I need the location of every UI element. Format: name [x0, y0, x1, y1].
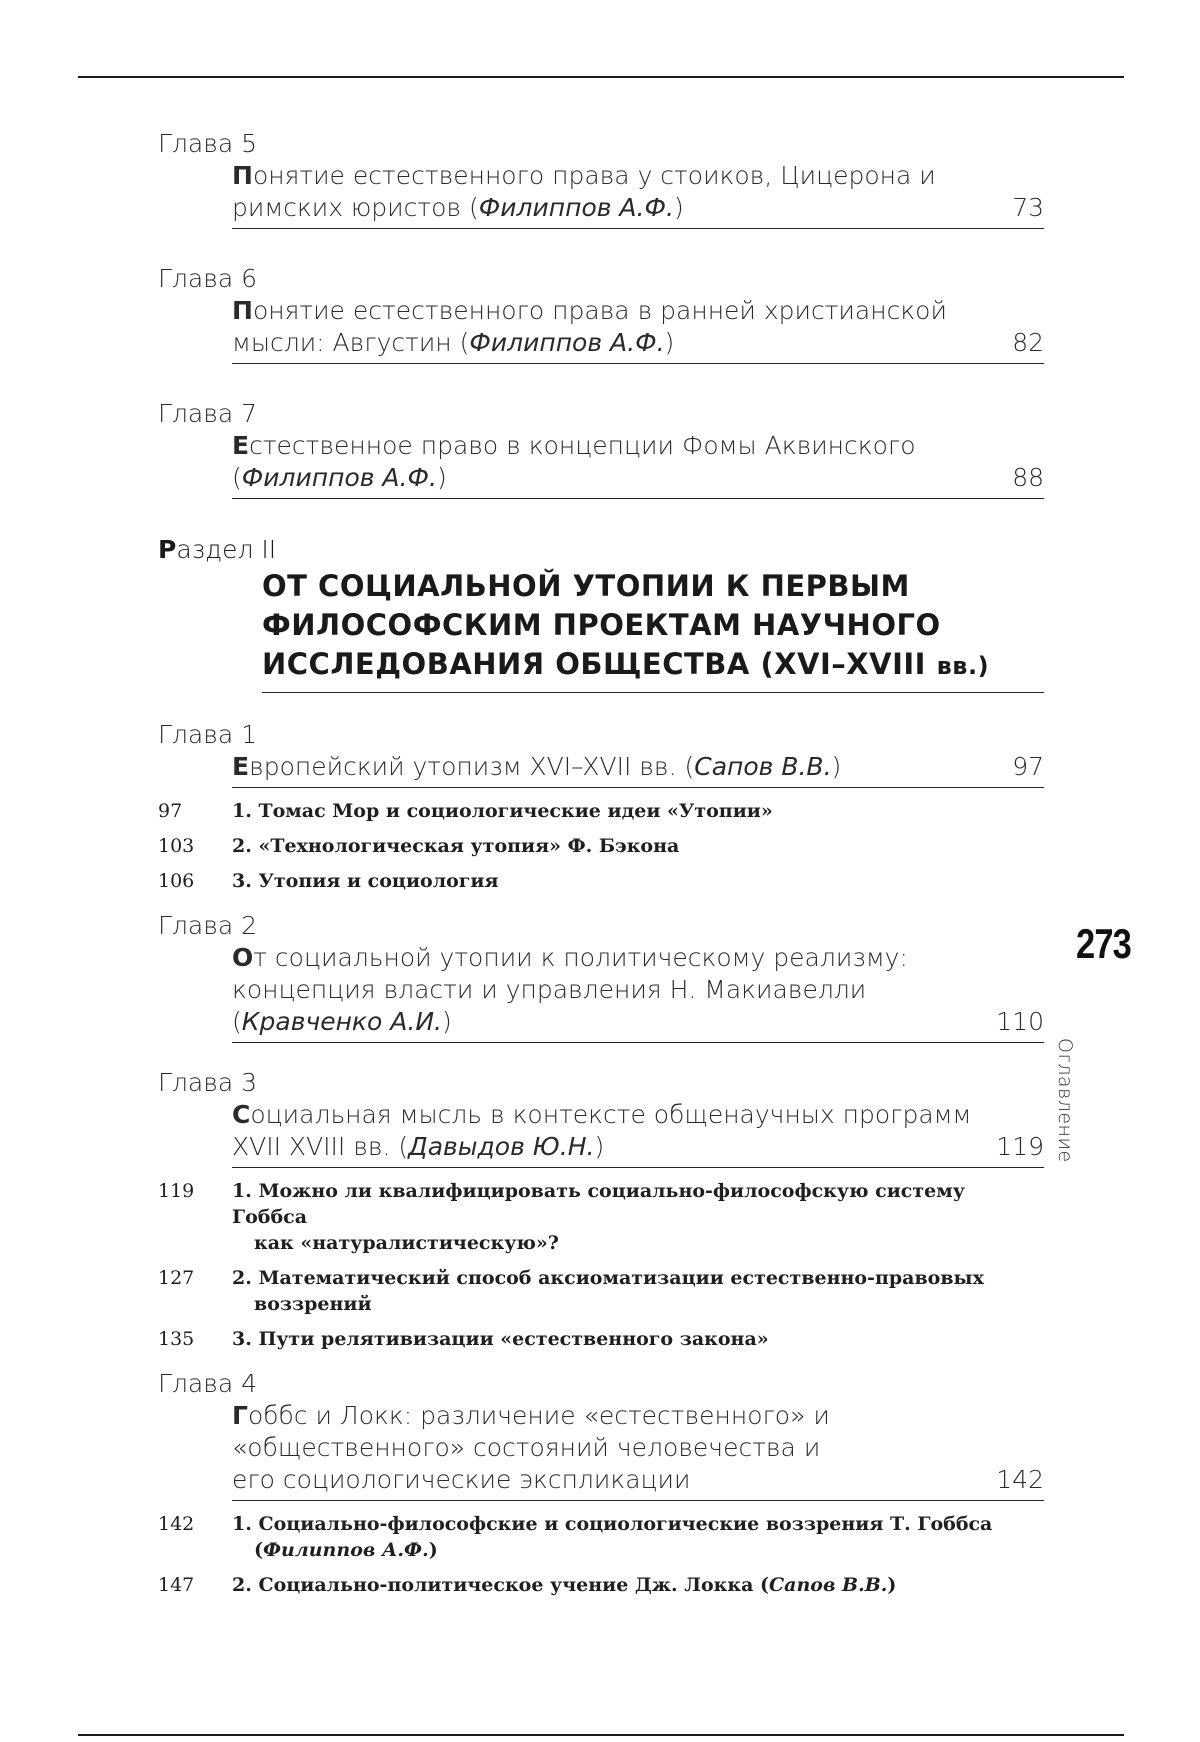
chapter-author: Сапов В.В.: [694, 752, 832, 781]
subsection-title: 2. Социально-политическое учение Дж. Локка (Сапов В.В.): [232, 1574, 897, 1596]
subsection-list: [158, 798, 1044, 894]
subsection-item[interactable]: [158, 868, 1044, 894]
subsection-page: 142: [158, 1513, 195, 1535]
chapter-title: От социальной утопии к политическому реализму: концепция власти и управления Н. Макиавелли (Кравченко А.И.): [232, 943, 908, 1036]
running-header-vertical: Оглавление: [1054, 1038, 1076, 1163]
subsection-item[interactable]: [158, 1326, 1044, 1352]
chapter-page-number: 82: [1012, 328, 1044, 357]
subsection-author: Филиппов А.Ф.: [263, 1539, 429, 1561]
subsection-title: 2. Математический способ аксиоматизации естественно-правовых воззрений: [232, 1267, 984, 1315]
chapter-page-number: 119: [996, 1132, 1044, 1161]
subsection-item[interactable]: [158, 833, 1044, 859]
toc-chapter-7[interactable]: [158, 398, 1044, 499]
toc-chapter-6[interactable]: [158, 263, 1044, 364]
chapter-title: Европейский утопизм XVI–XVII вв. (Сапов В.В.): [232, 752, 842, 781]
subsection-title: 3. Пути релятивизации «естественного закона»: [232, 1328, 769, 1350]
section-title-line: ОТ СОЦИАЛЬНОЙ УТОПИИ К ПЕРВЫМ: [262, 569, 910, 603]
chapter-title: Гоббс и Локк: различение «естественного» и «общественного» состояний человечества и его социологические экспликации: [232, 1401, 830, 1494]
chapter-page-number: 110: [996, 1007, 1044, 1036]
chapter-label: Глава 2: [158, 911, 258, 940]
chapter-label: Глава 6: [158, 264, 258, 293]
subsection-title: 2. «Технологическая утопия» Ф. Бэкона: [232, 835, 680, 857]
page-number: 273: [1076, 920, 1132, 967]
chapter-title: Естественное право в концепции Фомы Аквинского (Филиппов А.Ф.): [232, 431, 916, 492]
toc-chapter-5[interactable]: [158, 128, 1044, 229]
toc-section2-chapter-2[interactable]: [158, 910, 1044, 1043]
subsection-item[interactable]: [158, 1178, 1044, 1256]
chapter-author: Кравченко А.И.: [241, 1007, 442, 1036]
chapter-title: Социальная мысль в контексте общенаучных программ XVII XVIII вв. (Давыдов Ю.Н.): [232, 1100, 972, 1161]
chapter-label: Глава 1: [158, 720, 258, 749]
toc-section2-chapter-3[interactable]: [158, 1067, 1044, 1168]
section-label: Раздел II: [158, 535, 277, 564]
subsection-page: 103: [158, 835, 195, 857]
subsection-title: 3. Утопия и социология: [232, 870, 499, 892]
subsection-title: 1. Томас Мор и социологические идеи «Утопии»: [232, 800, 773, 822]
chapter-title: Понятие естественного права в ранней христианской мысли: Августин (Филиппов А.Ф.): [232, 296, 947, 357]
subsection-item[interactable]: [158, 1511, 1044, 1563]
chapter-page-number: 73: [1012, 193, 1044, 222]
section-title-line: ФИЛОСОФСКИМ ПРОЕКТАМ НАУЧНОГО: [262, 608, 941, 642]
subsection-author: Сапов В.В.: [769, 1574, 888, 1596]
chapter-author: Филиппов А.Ф.: [241, 463, 437, 492]
subsection-page: 97: [158, 800, 183, 822]
subsection-page: 127: [158, 1267, 195, 1289]
subsection-title: 1. Можно ли квалифицировать социально-философскую систему Гоббса как «натуралистическую»?: [232, 1180, 965, 1254]
chapter-label: Глава 3: [158, 1068, 258, 1097]
subsection-page: 119: [158, 1180, 195, 1202]
top-rule: [78, 76, 1124, 78]
chapter-label: Глава 5: [158, 129, 258, 158]
subsection-title: 1. Социально-философские и социологические воззрения Т. Гоббса (Филиппов А.Ф.): [232, 1513, 993, 1561]
subsection-item[interactable]: [158, 1572, 1044, 1598]
chapter-author: Филиппов А.Ф.: [469, 328, 665, 357]
subsection-item[interactable]: [158, 1265, 1044, 1317]
chapter-label: Глава 7: [158, 399, 258, 428]
chapter-title: Понятие естественного права у стоиков, Цицерона и римских юристов (Филиппов А.Ф.): [232, 161, 936, 222]
section-title-line: ИССЛЕДОВАНИЯ ОБЩЕСТВА (XVI–XVIII вв.): [262, 647, 990, 681]
subsection-list: [158, 1178, 1044, 1352]
chapter-page-number: 97: [1012, 752, 1044, 781]
chapter-author: Давыдов Ю.Н.: [408, 1132, 595, 1161]
chapter-page-number: 142: [996, 1465, 1044, 1494]
subsection-page: 135: [158, 1328, 195, 1350]
chapter-label: Глава 4: [158, 1369, 258, 1398]
bottom-rule: [78, 1734, 1124, 1736]
subsection-page: 106: [158, 870, 195, 892]
chapter-author: Филиппов А.Ф.: [478, 193, 674, 222]
toc-section2-chapter-4[interactable]: [158, 1368, 1044, 1501]
table-of-contents: [158, 128, 1044, 1614]
subsection-item[interactable]: [158, 798, 1044, 824]
toc-section2-chapter-1[interactable]: [158, 719, 1044, 788]
chapter-page-number: 88: [1012, 463, 1044, 492]
section-title[interactable]: [262, 567, 1044, 693]
subsection-list: [158, 1511, 1044, 1598]
subsection-page: 147: [158, 1574, 195, 1596]
